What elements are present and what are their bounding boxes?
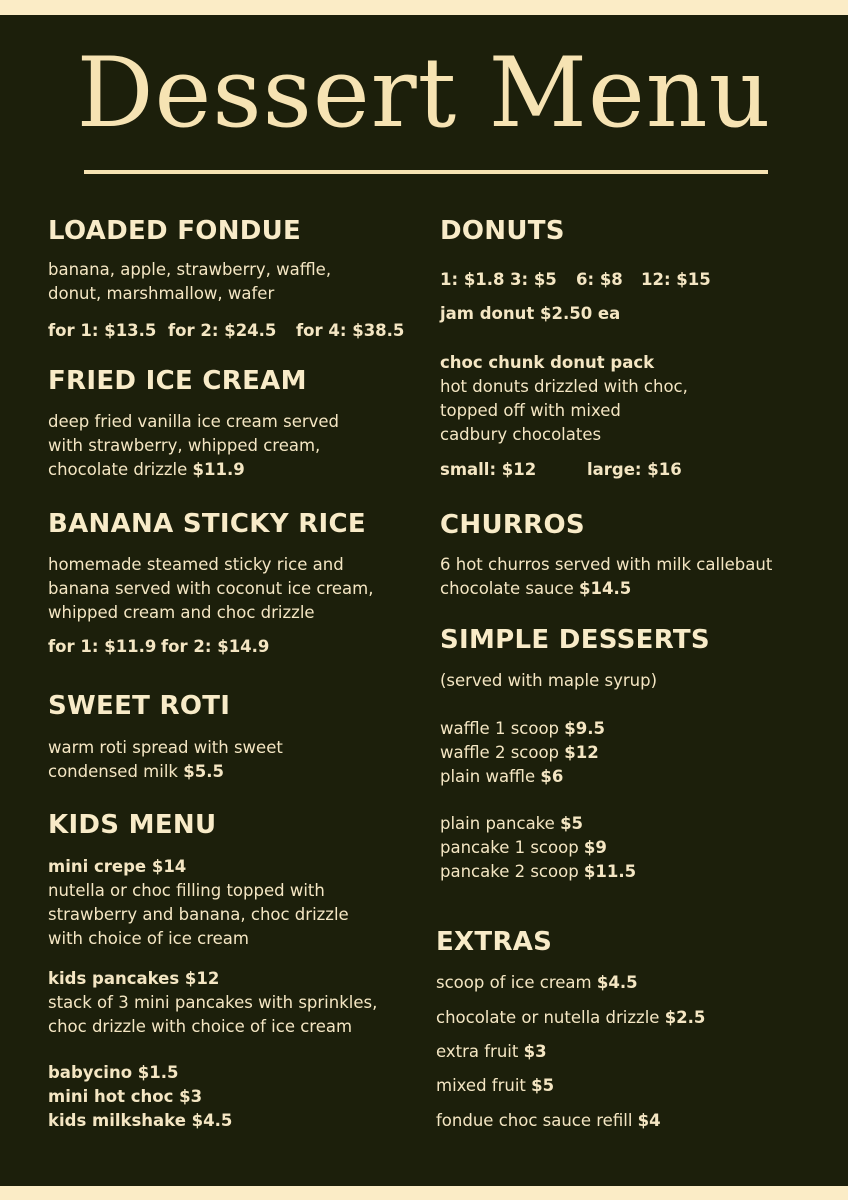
simple-dessert-price: $12 [564,743,599,762]
sticky-description-line: whipped cream and choc drizzle [48,603,315,622]
roti-description-line [48,760,224,784]
fondue-price-for-4: for 4: $38.5 [296,321,405,340]
section-heading-sweet-roti: SWEET ROTI [48,691,231,721]
fondue-description-line: donut, marshmallow, wafer [48,284,275,303]
donut-item-jam: jam donut $2.50 ea [440,304,621,323]
kids-description-line: stack of 3 mini pancakes with sprinkles, [48,993,378,1012]
kids-item-pancakes: kids pancakes $12 [48,969,220,988]
simple-dessert-item [440,812,583,836]
section-heading-simple-desserts: SIMPLE DESSERTS [440,625,710,655]
roti-price: $5.5 [183,762,224,781]
churros-description-text: chocolate sauce [440,579,574,598]
simple-dessert-item [440,836,607,860]
kids-description-line: nutella or choc filling topped with [48,881,325,900]
donut-item-choc-chunk-pack: choc chunk donut pack [440,353,655,372]
simple-dessert-item [440,717,605,741]
sticky-price-for-1: for 1: $11.9 [48,637,157,656]
donut-pack-small-price: small: $12 [440,460,537,479]
section-heading-kids-menu: KIDS MENU [48,810,217,840]
donut-price-12: 12: $15 [641,270,711,289]
simple-desserts-note: (served with maple syrup) [440,671,658,690]
kids-description-line: strawberry and banana, choc drizzle [48,905,349,924]
roti-description-text: condensed milk [48,762,178,781]
extra-price: $5 [531,1076,555,1095]
simple-dessert-price: $11.5 [583,862,637,881]
simple-dessert-label: waffle 1 scoop [440,719,560,738]
extra-item [436,1109,661,1133]
section-heading-donuts: DONUTS [440,216,565,246]
kids-item-milkshake: kids milkshake $4.5 [48,1111,233,1130]
page-title: Dessert Menu [76,37,772,149]
extra-label: chocolate or nutella drizzle [436,1008,660,1027]
churros-description-line [440,577,631,601]
simple-dessert-item [440,860,636,884]
section-heading-extras: EXTRAS [436,927,553,957]
donut-price-1: 1: $1.8 [440,270,505,289]
fried-description-line: with strawberry, whipped cream, [48,436,321,455]
donut-price-3: 3: $5 [510,270,557,289]
donut-price-6: 6: $8 [576,270,623,289]
simple-dessert-price: $5 [560,814,584,833]
simple-dessert-price: $6 [540,767,564,786]
kids-item-mini-crepe: mini crepe $14 [48,857,187,876]
simple-dessert-price: $9 [583,838,607,857]
simple-dessert-label: plain waffle [440,767,536,786]
fried-description-line: deep fried vanilla ice cream served [48,412,340,431]
fried-description-line [48,458,245,482]
kids-item-babycino: babycino $1.5 [48,1063,179,1082]
simple-dessert-item [440,765,563,789]
section-heading-loaded-fondue: LOADED FONDUE [48,216,302,246]
section-heading-fried-ice-cream: FRIED ICE CREAM [48,366,307,396]
fried-description-text: chocolate drizzle [48,460,188,479]
fondue-price-for-1: for 1: $13.5 [48,321,157,340]
extra-price: $4.5 [596,973,638,992]
donut-description-line: cadbury chocolates [440,425,602,444]
donut-pack-large-price: large: $16 [587,460,682,479]
roti-description-line: warm roti spread with sweet [48,738,283,757]
extra-label: mixed fruit [436,1076,526,1095]
donut-description-line: hot donuts drizzled with choc, [440,377,688,396]
kids-item-mini-hot-choc: mini hot choc $3 [48,1087,203,1106]
churros-description-line: 6 hot churros served with milk callebaut [440,555,773,574]
extra-price: $3 [523,1042,547,1061]
kids-description-line: with choice of ice cream [48,929,249,948]
simple-dessert-label: pancake 2 scoop [440,862,579,881]
extra-item [436,1040,547,1064]
section-heading-churros: CHURROS [440,510,585,540]
fondue-price-for-2: for 2: $24.5 [168,321,277,340]
extra-label: scoop of ice cream [436,973,592,992]
section-heading-banana-sticky-rice: BANANA STICKY RICE [48,509,366,539]
fondue-description-line: banana, apple, strawberry, waffle, [48,260,332,279]
title-divider [84,170,768,174]
extra-label: extra fruit [436,1042,519,1061]
extra-label: fondue choc sauce refill [436,1111,633,1130]
simple-dessert-label: pancake 1 scoop [440,838,579,857]
kids-description-line: choc drizzle with choice of ice cream [48,1017,353,1036]
extra-price: $2.5 [664,1008,706,1027]
churros-price: $14.5 [579,579,632,598]
simple-dessert-item [440,741,599,765]
simple-dessert-label: plain pancake [440,814,555,833]
fried-price: $11.9 [192,460,245,479]
simple-dessert-label: waffle 2 scoop [440,743,560,762]
donut-description-line: topped off with mixed [440,401,621,420]
sticky-price-for-2: for 2: $14.9 [161,637,270,656]
extra-item [436,1006,705,1030]
sticky-description-line: banana served with coconut ice cream, [48,579,374,598]
extra-item [436,971,638,995]
simple-dessert-price: $9.5 [564,719,605,738]
extra-item [436,1074,554,1098]
extra-price: $4 [637,1111,661,1130]
sticky-description-line: homemade steamed sticky rice and [48,555,344,574]
